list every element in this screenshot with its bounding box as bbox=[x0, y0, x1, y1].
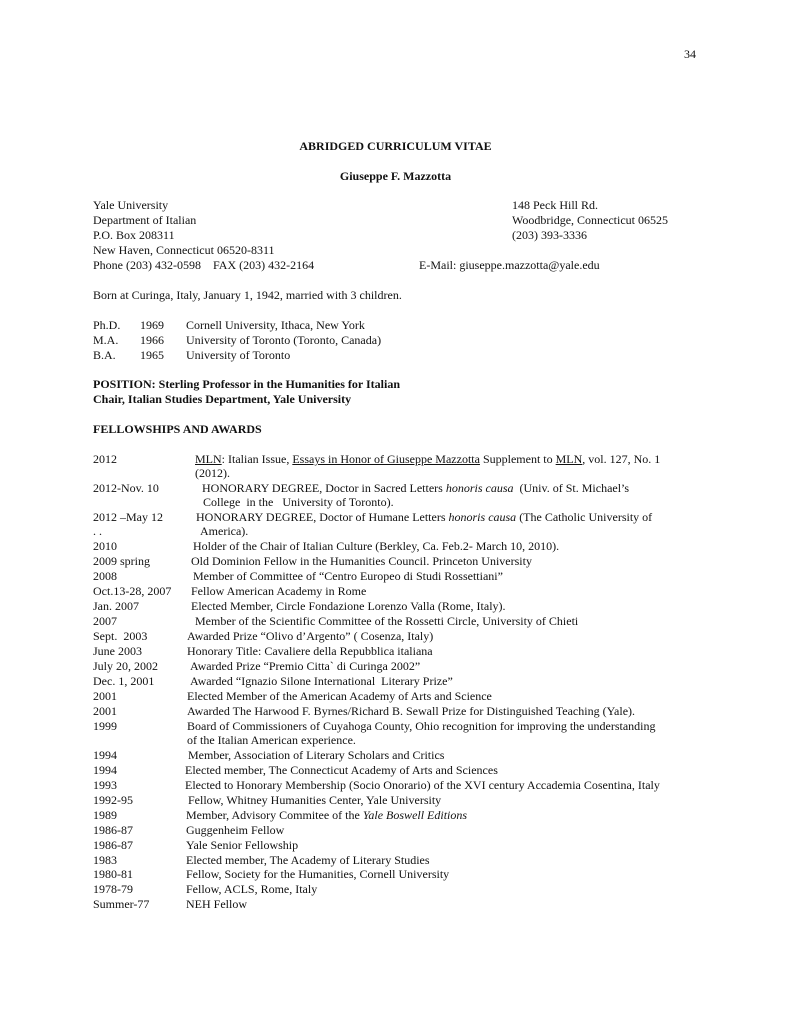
degree-year: 1965 bbox=[140, 348, 164, 362]
award-text: Elected Member of the American Academy of Arts and Science bbox=[187, 689, 492, 703]
award-date: 2012 bbox=[93, 452, 117, 466]
award-date: 1980-81 bbox=[93, 867, 133, 881]
position-line-1: POSITION: Sterling Professor in the Humanities for Italian bbox=[93, 377, 401, 391]
award-text-part: Yale Boswell Editions bbox=[362, 808, 468, 822]
award-text-part: HONORARY DEGREE, Doctor of Humane Letters bbox=[196, 510, 449, 524]
degree: B.A. bbox=[93, 348, 116, 362]
award-date: 2010 bbox=[93, 539, 117, 553]
award-text-part: (Univ. of St. Michael’s bbox=[513, 481, 630, 495]
award-text-part: MLN bbox=[555, 452, 583, 466]
award-text-cont: (2012). bbox=[195, 466, 230, 480]
award-date-cont: . . bbox=[93, 524, 102, 538]
award-text: Awarded “Ignazio Silone International Literary Prize” bbox=[190, 674, 453, 688]
award-text-part: Supplement to bbox=[479, 452, 556, 466]
award-text: Elected member, The Academy of Literary Studies bbox=[186, 853, 430, 867]
award-text-part: Member, Advisory Commitee of the bbox=[186, 808, 363, 822]
award-date: 1986-87 bbox=[93, 823, 133, 837]
degree-year: 1969 bbox=[140, 318, 164, 332]
award-text: Guggenheim Fellow bbox=[186, 823, 285, 837]
award-text: Member of the Scientific Committee of the Rossetti Circle, University of Chieti bbox=[195, 614, 579, 628]
award-text: Honorary Title: Cavaliere della Repubblica italiana bbox=[187, 644, 433, 658]
award-date: Dec. 1, 2001 bbox=[93, 674, 155, 688]
degree-year: 1966 bbox=[140, 333, 164, 347]
award-text: Elected to Honorary Membership (Socio Onorario) of the XVI century Accademia Cosentina, Italy bbox=[185, 778, 660, 792]
award-date: 1994 bbox=[93, 763, 117, 777]
award-date: June 2003 bbox=[93, 644, 142, 658]
address-right-3: (203) 393-3336 bbox=[512, 228, 587, 242]
award-text-part: MLN bbox=[195, 452, 222, 466]
degree-school: University of Toronto (Toronto, Canada) bbox=[186, 333, 382, 347]
award-text-cont: College in the University of Toronto). bbox=[203, 495, 394, 509]
award-date: 2008 bbox=[93, 569, 117, 583]
award-text: Fellow American Academy in Rome bbox=[191, 584, 367, 598]
author-name: Giuseppe F. Mazzotta bbox=[339, 169, 452, 183]
award-text: NEH Fellow bbox=[186, 897, 247, 911]
award-text-part: : Italian Issue, bbox=[221, 452, 293, 466]
award-text: Awarded The Harwood F. Byrnes/Richard B. Sewall Prize for Distinguished Teaching (Yale). bbox=[187, 704, 636, 718]
address-left-1: Yale University bbox=[93, 198, 169, 212]
award-text: Elected Member, Circle Fondazione Lorenzo Valla (Rome, Italy). bbox=[191, 599, 506, 613]
award-text-part: Essays in Honor of Giuseppe Mazzotta bbox=[292, 452, 480, 466]
award-text: Fellow, Society for the Humanities, Cornell University bbox=[186, 867, 450, 881]
award-date: 1992-95 bbox=[93, 793, 133, 807]
award-date: 2009 spring bbox=[93, 554, 150, 568]
award-text-part: HONORARY DEGREE, Doctor in Sacred Letters bbox=[202, 481, 446, 495]
award-date: Sept. 2003 bbox=[93, 629, 148, 643]
phone-fax: Phone (203) 432-0598 FAX (203) 432-2164 bbox=[93, 258, 315, 272]
award-text: Member of Committee of “Centro Europeo di Studi Rossettiani” bbox=[193, 569, 503, 583]
degree: Ph.D. bbox=[93, 318, 121, 332]
award-text bbox=[195, 452, 660, 467]
award-text bbox=[196, 510, 652, 525]
born-statement: Born at Curinga, Italy, January 1, 1942, married with 3 children. bbox=[93, 288, 402, 302]
degree-school: Cornell University, Ithaca, New York bbox=[186, 318, 365, 332]
award-text-part: , vol. 127, No. 1 bbox=[582, 452, 661, 466]
award-text bbox=[186, 808, 467, 823]
position-line-2: Chair, Italian Studies Department, Yale University bbox=[93, 392, 352, 406]
award-text: Holder of the Chair of Italian Culture (Berkley, Ca. Feb.2- March 10, 2010). bbox=[193, 539, 560, 553]
award-date: 1994 bbox=[93, 748, 117, 762]
award-date: 1983 bbox=[93, 853, 117, 867]
award-text: Member, Association of Literary Scholars and Critics bbox=[188, 748, 445, 762]
award-date: 1978-79 bbox=[93, 882, 133, 896]
award-text bbox=[202, 481, 629, 496]
award-text-cont: of the Italian American experience. bbox=[187, 733, 356, 747]
award-date: July 20, 2002 bbox=[93, 659, 159, 673]
award-text-part: honoris causa bbox=[445, 481, 514, 495]
award-date: 1999 bbox=[93, 719, 117, 733]
address-right-1: 148 Peck Hill Rd. bbox=[512, 198, 598, 212]
email: E-Mail: giuseppe.mazzotta@yale.edu bbox=[419, 258, 600, 272]
address-left-2: Department of Italian bbox=[93, 213, 197, 227]
award-date: 1989 bbox=[93, 808, 117, 822]
award-text: Awarded Prize “Premio Citta` di Curinga 2002” bbox=[190, 659, 421, 673]
award-text: Fellow, ACLS, Rome, Italy bbox=[186, 882, 318, 896]
award-date: Jan. 2007 bbox=[93, 599, 139, 613]
award-text: Fellow, Whitney Humanities Center, Yale University bbox=[188, 793, 442, 807]
degree: M.A. bbox=[93, 333, 119, 347]
award-text: Board of Commissioners of Cuyahoga County, Ohio recognition for improving the understanding bbox=[187, 719, 656, 733]
fellowships-heading: FELLOWSHIPS AND AWARDS bbox=[93, 422, 262, 436]
award-date: 2001 bbox=[93, 689, 117, 703]
document-title: ABRIDGED CURRICULUM VITAE bbox=[299, 139, 492, 153]
award-date: 2012 –May 12 bbox=[93, 510, 163, 524]
award-date: Oct.13-28, 2007 bbox=[93, 584, 172, 598]
award-text: Old Dominion Fellow in the Humanities Council. Princeton University bbox=[191, 554, 532, 568]
award-date: 1986-87 bbox=[93, 838, 133, 852]
award-date: 2007 bbox=[93, 614, 117, 628]
award-date: Summer-77 bbox=[93, 897, 150, 911]
degree-school: University of Toronto bbox=[186, 348, 291, 362]
address-left-4: New Haven, Connecticut 06520-8311 bbox=[93, 243, 275, 257]
award-text: Awarded Prize “Olivo d’Argento” ( Cosenza, Italy) bbox=[187, 629, 434, 643]
award-date: 1993 bbox=[93, 778, 117, 792]
award-date: 2012-Nov. 10 bbox=[93, 481, 159, 495]
award-text-cont: America). bbox=[200, 524, 249, 538]
award-text: Yale Senior Fellowship bbox=[186, 838, 299, 852]
award-text-part: (The Catholic University of bbox=[516, 510, 653, 524]
award-date: 2001 bbox=[93, 704, 117, 718]
award-text: Elected member, The Connecticut Academy of Arts and Sciences bbox=[185, 763, 498, 777]
award-text-part: honoris causa bbox=[448, 510, 517, 524]
address-right-2: Woodbridge, Connecticut 06525 bbox=[512, 213, 669, 227]
address-left-3: P.O. Box 208311 bbox=[93, 228, 175, 242]
page-number: 34 bbox=[684, 47, 696, 61]
